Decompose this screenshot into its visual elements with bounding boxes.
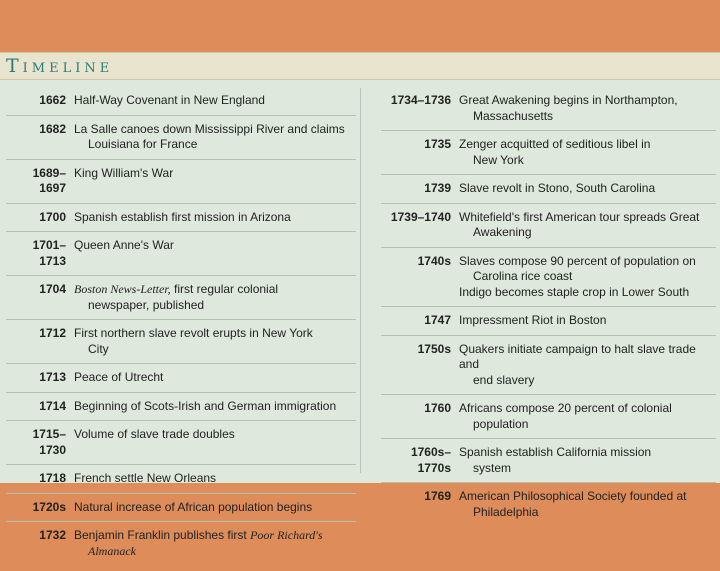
entry-text: Natural increase of African population begins <box>74 499 313 514</box>
entry-year: 1714 <box>39 398 66 413</box>
timeline-row <box>6 282 356 313</box>
timeline-row <box>6 370 356 386</box>
entry-continuation: end slavery <box>473 372 535 387</box>
timeline-row <box>381 445 716 476</box>
entry-text: Impressment Riot in Boston <box>459 313 607 327</box>
entry-italic-text: Poor Richard's <box>250 528 323 542</box>
entry-text: Beginning of Scots-Irish and German immigration <box>74 398 337 413</box>
entry-year: 1689–1697 <box>32 165 66 195</box>
entry-year: 1734–1736 <box>390 93 451 107</box>
timeline-row <box>381 489 716 520</box>
entry-continuation: New York <box>473 152 524 167</box>
timeline-left-column <box>6 93 356 571</box>
timeline-row <box>6 528 356 559</box>
entry-text: Spanish establish California mission <box>459 445 652 459</box>
timeline-row <box>381 254 716 301</box>
entry-description <box>459 401 716 432</box>
timeline-entry <box>381 181 716 204</box>
timeline-row <box>381 401 716 432</box>
entry-italic-text: Almanack <box>88 543 136 558</box>
timeline-right-column <box>381 93 716 532</box>
entry-year: 1715–1730 <box>32 427 66 457</box>
timeline-entry <box>381 489 716 526</box>
entry-description <box>459 93 716 124</box>
entry-text: Spanish establish first mission in Arizona <box>74 209 291 224</box>
entry-year: 1739–1740 <box>390 209 451 224</box>
entry-year: 1713 <box>39 370 66 384</box>
entry-year: 1704 <box>39 282 66 296</box>
entry-text: Queen Anne's War <box>74 238 174 252</box>
timeline-row <box>6 427 356 458</box>
entry-description <box>74 122 356 153</box>
timeline-row <box>381 93 716 124</box>
entry-text: Zenger acquitted of seditious libel in <box>459 137 651 151</box>
entry-description <box>459 210 716 241</box>
entry-description <box>74 210 356 226</box>
entry-year: 1739 <box>424 181 451 195</box>
top-band <box>0 0 720 52</box>
entry-year: 1682 <box>39 121 66 136</box>
entry-description <box>74 471 356 487</box>
entry-text: Peace of Utrecht <box>74 370 164 384</box>
timeline-entry <box>381 254 716 308</box>
entry-description <box>459 137 716 168</box>
entry-year: 1732 <box>39 528 66 542</box>
timeline-entry <box>6 471 356 494</box>
timeline-entry <box>6 93 356 116</box>
timeline-row <box>381 313 716 329</box>
entry-description <box>459 342 716 389</box>
page-title: Timeline <box>6 55 114 77</box>
timeline-row <box>6 238 356 269</box>
timeline-row <box>6 326 356 357</box>
entry-description <box>74 399 356 415</box>
entry-text: first regular colonial <box>170 282 279 296</box>
entry-text: Slaves compose 90 percent of population on <box>459 253 696 268</box>
timeline-entry <box>6 500 356 523</box>
entry-extra-line: Indigo becomes staple crop in Lower South <box>459 284 690 299</box>
timeline-entry <box>381 137 716 175</box>
timeline-entry <box>381 313 716 336</box>
entry-year: 1740s <box>417 253 451 268</box>
entry-year: 1760s–1770s <box>410 445 451 475</box>
entry-text: Quakers initiate campaign to halt slave trade and <box>459 341 696 371</box>
entry-year: 1720s <box>32 499 66 514</box>
entry-continuation: Massachusetts <box>473 108 554 123</box>
entry-text: Half-Way Covenant in New England <box>74 93 265 107</box>
timeline-entry <box>6 326 356 364</box>
entry-year: 1712 <box>39 326 66 340</box>
entry-year: 1662 <box>39 93 66 107</box>
entry-text: Volume of slave trade doubles <box>74 427 235 441</box>
entry-italic-text: Boston News-Letter, <box>74 282 171 296</box>
entry-description <box>74 166 356 197</box>
entry-year: 1700 <box>39 209 66 224</box>
entry-year: 1760 <box>424 401 451 415</box>
timeline-entry <box>381 210 716 248</box>
entry-text: King William's War <box>74 165 174 180</box>
timeline-entry <box>6 528 356 565</box>
entry-text: First northern slave revolt erupts in New York <box>74 326 313 340</box>
entry-continuation: system <box>473 460 512 475</box>
timeline-entry <box>381 401 716 439</box>
title-bar <box>0 52 720 80</box>
timeline-row <box>6 166 356 197</box>
entry-year: 1718 <box>39 471 66 485</box>
entry-description <box>459 181 716 197</box>
entry-text: Benjamin Franklin publishes first <box>74 528 251 542</box>
entry-continuation: Philadelphia <box>473 504 539 519</box>
timeline-row <box>381 342 716 389</box>
entry-description <box>74 500 356 516</box>
timeline-row <box>6 500 356 516</box>
timeline-entry <box>6 210 356 233</box>
entry-text: Africans compose 20 percent of colonial <box>459 401 672 415</box>
timeline-row <box>6 122 356 153</box>
entry-text: American Philosophical Society founded at <box>459 489 687 503</box>
entry-year: 1735 <box>424 137 451 151</box>
timeline-row <box>6 210 356 226</box>
column-divider <box>360 88 361 473</box>
timeline-entry <box>6 399 356 422</box>
entry-text: La Salle canoes down Mississippi River and claims <box>74 121 345 136</box>
entry-text: French settle New Orleans <box>74 471 217 485</box>
entry-continuation: City <box>88 341 109 356</box>
entry-year: 1769 <box>424 489 451 503</box>
entry-continuation <box>74 544 356 560</box>
entry-description <box>459 489 716 520</box>
timeline-entry <box>6 370 356 393</box>
entry-text: Slave revolt in Stono, South Carolina <box>459 181 656 195</box>
entry-description <box>74 282 356 313</box>
entry-continuation: Louisiana for France <box>88 137 198 151</box>
timeline-entry <box>6 166 356 204</box>
entry-year: 1701–1713 <box>32 238 66 268</box>
timeline-row <box>6 93 356 109</box>
entry-continuation: newspaper, published <box>88 297 205 312</box>
entry-text: Whitefield's first American tour spreads Great <box>459 209 700 224</box>
entry-description <box>459 445 716 476</box>
timeline-entry <box>381 445 716 483</box>
timeline-row <box>381 137 716 168</box>
entry-description <box>74 427 356 458</box>
entry-description <box>74 528 356 559</box>
timeline-entry <box>6 238 356 276</box>
timeline-row <box>381 210 716 241</box>
entry-description <box>74 326 356 357</box>
timeline-entry <box>381 342 716 396</box>
entry-description <box>459 313 716 329</box>
entry-continuation: Awakening <box>473 225 532 239</box>
timeline-row <box>6 399 356 415</box>
entry-year: 1750s <box>417 341 451 356</box>
entry-continuation: population <box>473 416 529 431</box>
timeline-row <box>6 471 356 487</box>
entry-description <box>74 370 356 386</box>
entry-description <box>74 93 356 109</box>
entry-description <box>74 238 356 269</box>
entry-continuation: Carolina rice coast <box>473 269 573 283</box>
timeline-entry <box>6 427 356 465</box>
entry-text: Great Awakening begins in Northampton, <box>459 93 678 107</box>
entry-description <box>459 254 716 301</box>
timeline-entry <box>6 122 356 160</box>
timeline-entry <box>381 93 716 131</box>
timeline-row <box>381 181 716 197</box>
timeline-entry <box>6 282 356 320</box>
entry-year: 1747 <box>424 313 451 327</box>
